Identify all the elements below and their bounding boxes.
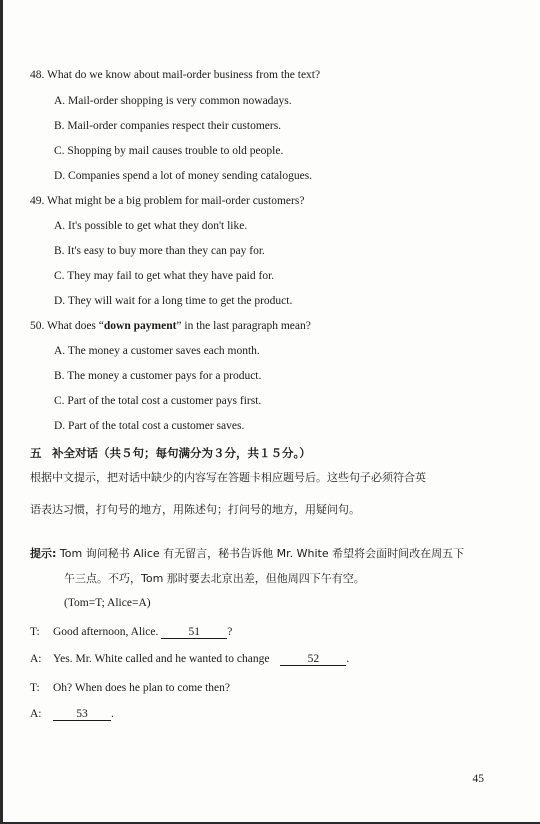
question-48-stem: 48. What do we know about mail-order business from the text? <box>30 69 321 81</box>
dialogue-end-2: . <box>346 653 350 665</box>
section-5-instruction-line-1 <box>30 471 426 485</box>
speaker-abbreviations: (Tom=T; Alice=A) <box>64 597 151 609</box>
question-49-stem: 49. What might be a big problem for mail-order customers? <box>30 195 305 207</box>
dialogue-speaker-3: T: <box>30 682 40 694</box>
answer-blank-52[interactable]: 52 <box>280 653 346 666</box>
dialogue-end-4: . <box>111 708 114 720</box>
question-49-option-c: C. They may fail to get what they have paid for. <box>54 270 275 282</box>
section-5-heading <box>30 445 311 461</box>
instruction-text-1: 根据中文提示，把对话中缺少的内容写在答题卡相应题号后。这些句子必须符合英 <box>30 471 426 484</box>
question-49-option-b: B. It's easy to buy more than they can pay for. <box>54 245 265 257</box>
question-48-option-a: A. Mail-order shopping is very common nowadays. <box>54 95 292 107</box>
dialogue-end-1: ? <box>227 626 233 638</box>
dialogue-speaker-1: T: <box>30 626 40 638</box>
question-48-option-d: D. Companies spend a lot of money sending catalogues. <box>54 170 313 182</box>
hint-text-1: Tom 询问秘书 Alice 有无留言，秘书告诉他 Mr. White 希望将会面时间改在周五下 <box>59 547 465 560</box>
answer-blank-51[interactable]: 51 <box>161 626 227 639</box>
question-50-option-a: A. The money a customer saves each month. <box>54 345 260 357</box>
scan-edge-left <box>0 0 3 824</box>
dialogue-text-1: Good afternoon, Alice. <box>53 626 159 638</box>
section-5-title: 补全对话（共５句；每句满分为３分，共１５分。） <box>52 446 311 460</box>
question-48-option-c: C. Shopping by mail causes trouble to old people. <box>54 145 284 157</box>
question-50-term: down payment <box>103 320 177 332</box>
dialogue-line-4 <box>53 708 114 721</box>
answer-blank-53[interactable]: 53 <box>53 708 111 721</box>
dialogue-line-3: Oh? When does he plan to come then? <box>53 682 231 694</box>
section-5-number: 五 <box>30 446 42 460</box>
question-50-option-d: D. Part of the total cost a customer saves. <box>54 420 245 432</box>
hint-line-1 <box>30 547 464 561</box>
hint-line-2: 午三点。不巧，Tom 那时要去北京出差，但他周四下午有空。 <box>64 572 365 585</box>
question-49-option-a: A. It's possible to get what they don't like. <box>54 220 248 232</box>
page-number: 45 <box>472 773 484 785</box>
question-50-stem-prefix: 50. What does “ <box>30 320 104 332</box>
dialogue-speaker-2: A: <box>30 653 42 665</box>
dialogue-text-2: Yes. Mr. White called and he wanted to change <box>53 653 270 665</box>
question-50-stem-suffix: ” in the last paragraph mean? <box>176 320 311 332</box>
section-5-instruction-line-2: 语表达习惯，打句号的地方，用陈述句；打问号的地方，用疑问句。 <box>30 503 360 516</box>
question-48-option-b: B. Mail-order companies respect their customers. <box>54 120 282 132</box>
dialogue-line-1 <box>53 626 232 639</box>
question-50-option-c: C. Part of the total cost a customer pays first. <box>54 395 262 407</box>
hint-label: 提示: <box>30 547 57 560</box>
question-50-option-b: B. The money a customer pays for a product. <box>54 370 262 382</box>
question-50-stem <box>30 319 311 333</box>
dialogue-line-2 <box>53 653 349 666</box>
dialogue-speaker-4: A: <box>30 708 42 720</box>
question-49-option-d: D. They will wait for a long time to get the product. <box>54 295 293 307</box>
